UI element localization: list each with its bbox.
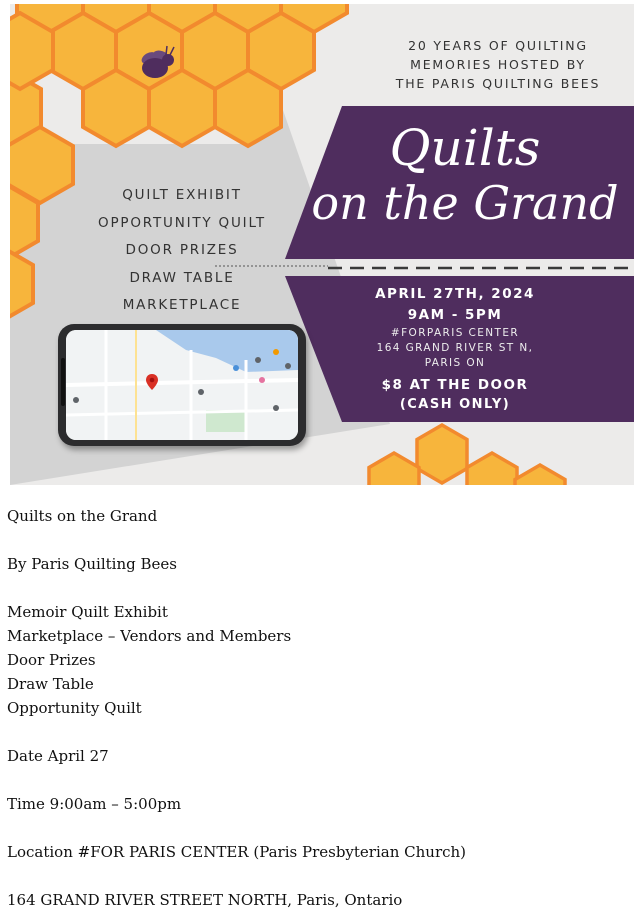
tagline-line: MEMORIES HOSTED BY (410, 57, 586, 72)
poster-time: 9AM - 5PM (407, 307, 503, 323)
article-location: Location #FOR PARIS CENTER (Paris Presbyterian Church) (7, 843, 467, 861)
poster-event-info (330, 284, 580, 414)
article-time: Time 9:00am – 5:00pm (7, 795, 182, 813)
map-graphic (66, 330, 298, 440)
article-feature-item: Draw Table (7, 675, 94, 693)
article-feature-item: Marketplace – Vendors and Members (7, 627, 292, 645)
article-address: 164 GRAND RIVER STREET NORTH, Paris, Ontario (7, 891, 403, 909)
poster-city: PARIS ON (424, 357, 486, 369)
phone-screen (66, 330, 298, 440)
tagline-line: 20 YEARS OF QUILTING (408, 38, 588, 53)
poster-feature: DOOR PRIZES (125, 242, 239, 258)
poster-payment: (CASH ONLY) (399, 397, 511, 412)
poster-price: $8 AT THE DOOR (381, 377, 529, 393)
event-poster (10, 4, 634, 485)
poster-date: APRIL 27TH, 2024 (375, 286, 535, 302)
phone-button (61, 358, 65, 406)
tagline-line: THE PARIS QUILTING BEES (395, 76, 601, 91)
article-title: Quilts on the Grand (7, 507, 158, 525)
poster-feature: OPPORTUNITY QUILT (98, 214, 266, 231)
poster-title (300, 120, 630, 230)
article-feature-item: Door Prizes (7, 651, 96, 669)
article-feature-item: Opportunity Quilt (7, 699, 142, 717)
map-pin-icon (146, 374, 158, 390)
poster-feature: DRAW TABLE (129, 269, 235, 286)
poster-title-line: on the Grand (311, 176, 619, 230)
article-date: Date April 27 (7, 747, 109, 765)
poster-features (92, 182, 272, 320)
article-byline: By Paris Quilting Bees (7, 555, 177, 573)
poster-feature: MARKETPLACE (122, 297, 242, 313)
article-feature-item: Memoir Quilt Exhibit (7, 603, 168, 621)
poster-feature: QUILT EXHIBIT (122, 187, 242, 203)
poster-tagline (378, 36, 618, 93)
phone-map-image (58, 324, 306, 446)
poster-venue: #FORPARIS CENTER (390, 327, 520, 339)
poster-street: 164 GRAND RIVER ST N, (376, 342, 534, 354)
poster-title-line: Quilts (389, 119, 541, 177)
